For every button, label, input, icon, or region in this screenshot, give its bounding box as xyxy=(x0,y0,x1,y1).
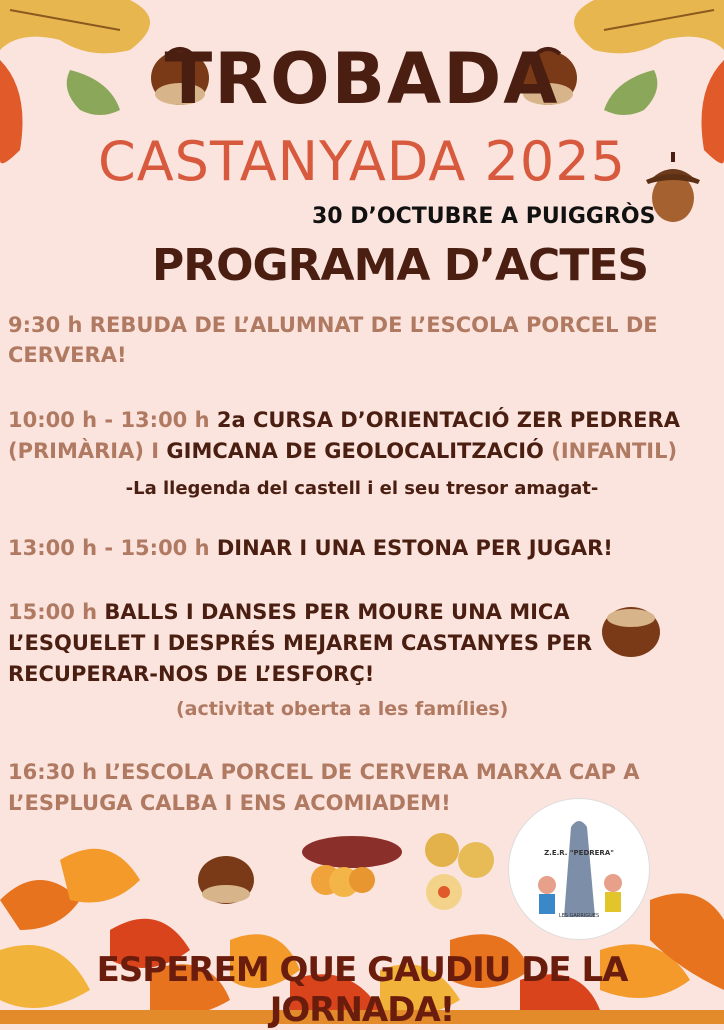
event-date: 30 D’OCTUBRE A PUIGGRÒS xyxy=(312,204,656,229)
event-4-note: (activitat oberta a les famílies) xyxy=(176,698,509,720)
event-2-activity-2: GIMCANA DE GEOLOCALITZACIÓ xyxy=(166,439,552,463)
panellets-icon xyxy=(420,830,500,914)
sweet-potato-icon xyxy=(296,832,402,902)
event-4-line-2: L’ESQUELET I DESPRÉS MEJAREM CASTANYES PER xyxy=(8,631,593,655)
event-4-time: 15:00 h xyxy=(8,600,105,624)
zer-pedrera-logo xyxy=(508,798,650,940)
event-subtitle: CASTANYADA 2025 xyxy=(98,130,626,193)
event-2-activity-1: 2a CURSA D’ORIENTACIÓ ZER PEDRERA xyxy=(216,408,680,432)
event-5-line-2: L’ESPLUGA CALBA I ENS ACOMIADEM! xyxy=(8,791,451,815)
event-2-line-1 xyxy=(8,408,680,432)
logo-caption: LES GARRIGUES xyxy=(558,913,600,919)
program-heading: PROGRAMA D’ACTES xyxy=(152,240,649,291)
event-4-activity-1: BALLS I DANSES PER MOURE UNA MICA xyxy=(104,600,570,624)
chestnut-icon xyxy=(600,604,662,660)
event-2-line-2 xyxy=(8,439,677,463)
event-1-line-1: 9:30 h REBUDA DE L’ALUMNAT DE L’ESCOLA PORCEL DE xyxy=(8,313,658,337)
event-3-activity: DINAR I UNA ESTONA PER JUGAR! xyxy=(216,536,613,560)
closing-message: ESPEREM QUE GAUDIU DE LA JORNADA! xyxy=(96,950,628,1030)
event-2-time: 10:00 h - 13:00 h xyxy=(8,408,217,432)
event-3-line xyxy=(8,536,613,560)
event-4-line-3: RECUPERAR-NOS DE L’ESFORÇ! xyxy=(8,662,375,686)
event-5-line-1: 16:30 h L’ESCOLA PORCEL DE CERVERA MARXA CAP A xyxy=(8,760,640,784)
event-1-line-2: CERVERA! xyxy=(8,343,127,367)
chestnut-icon xyxy=(196,850,256,906)
event-4-line-1 xyxy=(8,600,570,624)
event-2-level-1: (PRIMÀRIA) I xyxy=(8,439,167,463)
event-2-level-2: (INFANTIL) xyxy=(551,439,678,463)
event-2-note: -La llegenda del castell i el seu tresor amagat- xyxy=(125,478,599,499)
logo-name: Z.E.R. "PEDRERA" xyxy=(544,849,614,857)
event-3-time: 13:00 h - 15:00 h xyxy=(8,536,217,560)
page-title: TROBADA xyxy=(164,38,560,120)
